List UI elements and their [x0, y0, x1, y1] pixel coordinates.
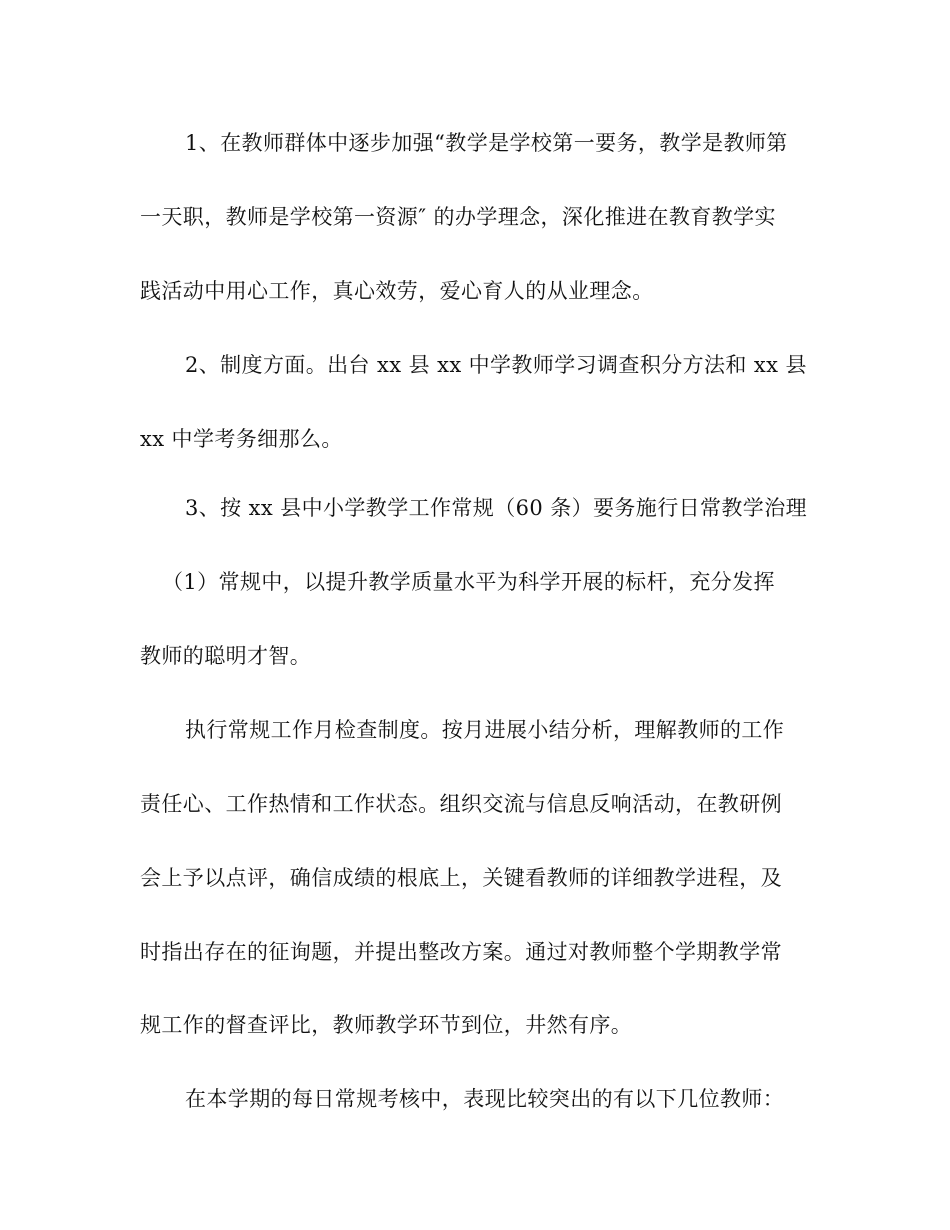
paragraph-2-line-1: 2、制度方面。出台 xx 县 xx 中学教师学习调查积分方法和 xx 县: [185, 353, 807, 377]
paragraph-5-line-5: 规工作的督查评比，教师教学环节到位，井然有序。: [140, 1013, 633, 1037]
paragraph-3-line-1: 3、按 xx 县中小学教学工作常规（60 条）要务施行日常教学治理: [185, 496, 807, 520]
paragraph-1-line-3: 践活动中用心工作，真心效劳，爱心育人的从业理念。: [140, 279, 654, 303]
paragraph-4-line-2: 教师的聪明才智。: [140, 644, 312, 668]
paragraph-5-line-2: 责任心、工作热情和工作状态。组织交流与信息反响活动，在教研例: [140, 792, 782, 816]
paragraph-4-line-1: （1）常规中，以提升教学质量水平为科学开展的标杆，充分发挥: [162, 570, 775, 594]
paragraph-1-line-2: 一天职，教师是学校第一资源″ 的办学理念，深化推进在教育教学实: [140, 205, 776, 229]
paragraph-5-line-3: 会上予以点评，确信成绩的根底上，关键看教师的详细教学进程，及: [140, 866, 782, 890]
paragraph-5-line-4: 时指出存在的征询题，并提出整改方案。通过对教师整个学期教学常: [140, 940, 782, 964]
paragraph-5-line-1: 执行常规工作月检查制度。按月进展小结分析，理解教师的工作: [185, 718, 785, 742]
paragraph-1-line-1: 1、在教师群体中逐步加强“教学是学校第一要务，教学是教师第: [185, 131, 788, 155]
paragraph-6-line-1: 在本学期的每日常规考核中，表现比较突出的有以下几位教师：: [185, 1087, 785, 1111]
paragraph-2-line-2: xx 中学考务细那么。: [140, 427, 343, 451]
